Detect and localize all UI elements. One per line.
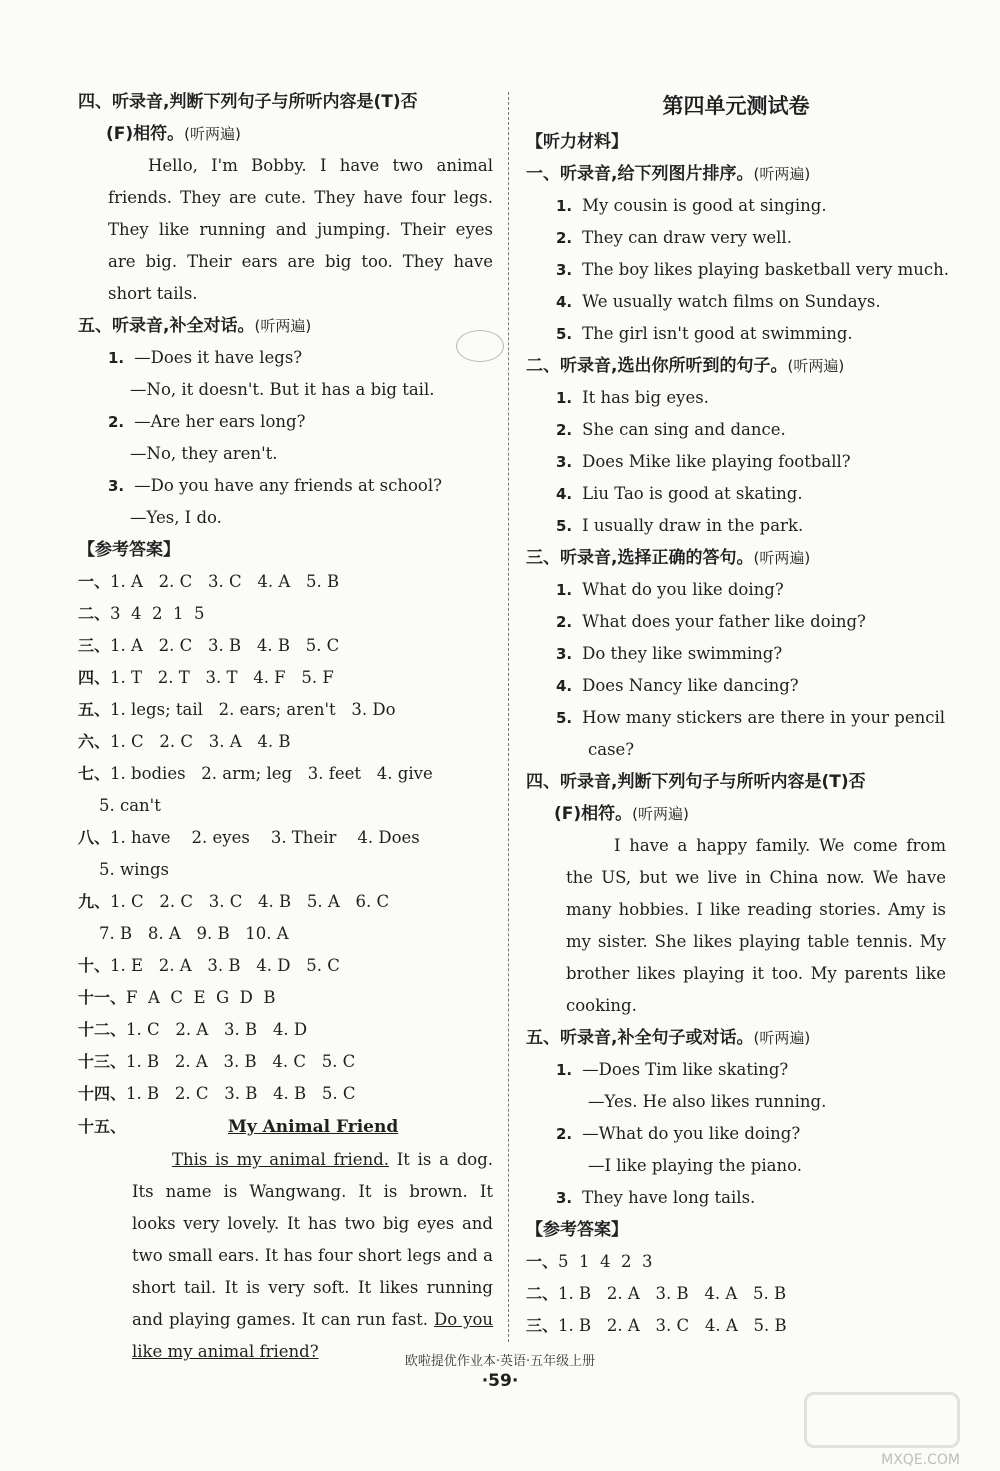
watermark-text: MXQE.COM [881, 1452, 960, 1468]
answer-row: 十二、1. C 2. A 3. B 4. D [78, 1020, 308, 1039]
list-item: 2. They can draw very well. [556, 228, 792, 247]
section-heading: 二、听录音,选出你所听到的句子。(听两遍) [526, 356, 845, 376]
answer-row: 六、1. C 2. C 3. A 4. B [78, 732, 291, 751]
essay-answer [78, 1110, 493, 1368]
list-item-cont: case? [588, 740, 635, 759]
answer-row: 5. wings [78, 860, 170, 879]
list-item: 3. Does Mike like playing football? [556, 452, 851, 471]
right-section-4 [526, 766, 946, 1022]
essay-underline-start: This is my animal friend. [172, 1150, 390, 1169]
section-heading: 四、听录音,判断下列句子与所听内容是(T)否 [526, 772, 866, 792]
left-section-5 [78, 310, 493, 534]
right-column [526, 86, 949, 1342]
answer-row: 三、1. B 2. A 3. C 4. A 5. B [526, 1316, 787, 1335]
list-item: 4. Does Nancy like dancing? [556, 676, 799, 695]
answer-row: 十一、F A C E G D B [78, 988, 276, 1007]
list-item: 1. It has big eyes. [556, 388, 709, 407]
dialogue-q: 2. —What do you like doing? [556, 1124, 801, 1143]
answer-row: 三、1. A 2. C 3. B 4. B 5. C [78, 636, 340, 655]
list-item: 2. She can sing and dance. [556, 420, 786, 439]
dialogue-a: —No, it doesn't. But it has a big tail. [130, 380, 435, 399]
answer-row: 7. B 8. A 9. B 10. A [78, 924, 289, 943]
answer-key [526, 1246, 946, 1342]
watermark-logo [804, 1392, 960, 1448]
dialogue-a: —Yes, I do. [130, 508, 222, 527]
left-section-4 [78, 86, 493, 310]
listening-passage: Hello, I'm Bobby. I have two animal friends. They are cute. They have four legs. They like running and jumping. Their eyes are big. Their ears are big too. They have short tails. [108, 156, 493, 303]
right-section-5 [526, 1022, 946, 1214]
dialogue-a: —I like playing the piano. [588, 1156, 802, 1175]
answers-heading: 【参考答案】 [78, 540, 180, 560]
list-item: 5. The girl isn't good at swimming. [556, 324, 853, 343]
right-section-1 [526, 158, 949, 350]
list-item: 1. My cousin is good at singing. [556, 196, 827, 215]
answers-heading: 【参考答案】 [526, 1220, 628, 1240]
section-heading: 五、听录音,补全对话。(听两遍) [78, 316, 312, 336]
dialogue-a: —Yes. He also likes running. [588, 1092, 827, 1111]
essay-heading: 十五、 My Animal Friend [78, 1110, 493, 1144]
left-column [78, 86, 493, 1368]
list-item: 3. The boy likes playing basketball very much. [556, 260, 949, 279]
list-item: 2. What does your father like doing? [556, 612, 866, 631]
dialogue-q: 2. —Are her ears long? [108, 412, 306, 431]
book-title: 欧啦提优作业本·英语·五年级上册 [404, 1354, 596, 1369]
stamp-mark [456, 330, 504, 362]
essay-title: My Animal Friend [228, 1117, 399, 1137]
page-footer [0, 1350, 1000, 1391]
answer-key [78, 566, 493, 1110]
answer-row: 十、1. E 2. A 3. B 4. D 5. C [78, 956, 340, 975]
page-title: 第四单元测试卷 [662, 94, 810, 118]
list-item: 4. Liu Tao is good at skating. [556, 484, 803, 503]
section-heading: 一、听录音,给下列图片排序。(听两遍) [526, 164, 811, 184]
section-heading-cont: (F)相符。(听两遍) [106, 124, 241, 144]
essay-body: This is my animal friend. It is a dog. Its name is Wangwang. It is brown. It looks very lovely. It has two big eyes and two small ears. It has four short legs and a short tail. It is very soft. It likes running and playing games. It can run fast. Do you like my animal friend? [132, 1150, 494, 1361]
dialogue-q: 3. —Do you have any friends at school? [108, 476, 442, 495]
answer-row: 十四、1. B 2. C 3. B 4. B 5. C [78, 1084, 356, 1103]
dialogue-q: 3. They have long tails. [556, 1188, 756, 1207]
answer-row: 十三、1. B 2. A 3. B 4. C 5. C [78, 1052, 356, 1071]
answer-row: 二、3 4 2 1 5 [78, 604, 205, 623]
right-section-2 [526, 350, 946, 542]
material-heading: 【听力材料】 [526, 132, 628, 152]
list-item: 5. I usually draw in the park. [556, 516, 804, 535]
list-item: 1. What do you like doing? [556, 580, 784, 599]
answer-row: 八、1. have 2. eyes 3. Their 4. Does [78, 828, 420, 847]
listening-passage: I have a happy family. We come from the US, but we live in China now. We have many hobbies. I like reading stories. Amy is my sister. She likes playing table tennis. My brother likes playing it too. My parents like cooking. [566, 836, 946, 1015]
section-heading: 三、听录音,选择正确的答句。(听两遍) [526, 548, 811, 568]
answer-row: 二、1. B 2. A 3. B 4. A 5. B [526, 1284, 787, 1303]
section-heading-cont: (F)相符。(听两遍) [554, 804, 689, 824]
list-item: 5. How many stickers are there in your pencil [556, 708, 946, 727]
dialogue-a: —No, they aren't. [130, 444, 278, 463]
answer-row: 一、1. A 2. C 3. C 4. A 5. B [78, 572, 340, 591]
answer-row: 七、1. bodies 2. arm; leg 3. feet 4. give [78, 764, 433, 783]
section-heading: 五、听录音,补全句子或对话。(听两遍) [526, 1028, 811, 1048]
dialogue-q: 1. —Does it have legs? [108, 348, 303, 367]
answer-row: 五、1. legs; tail 2. ears; aren't 3. Do [78, 700, 396, 719]
section-heading: 四、听录音,判断下列句子与所听内容是(T)否 [78, 92, 418, 112]
answer-row: 九、1. C 2. C 3. C 4. B 5. A 6. C [78, 892, 390, 911]
column-divider [508, 92, 509, 1342]
essay-underline-end: Do you like my animal friend? [132, 1310, 494, 1361]
list-item: 4. We usually watch films on Sundays. [556, 292, 881, 311]
dialogue-q: 1. —Does Tim like skating? [556, 1060, 789, 1079]
answer-row: 一、5 1 4 2 3 [526, 1252, 653, 1271]
answer-row: 5. can't [78, 796, 161, 815]
right-section-3 [526, 542, 946, 766]
answer-row: 四、1. T 2. T 3. T 4. F 5. F [78, 668, 334, 687]
page-number: ·59· [481, 1371, 519, 1391]
list-item: 3. Do they like swimming? [556, 644, 783, 663]
